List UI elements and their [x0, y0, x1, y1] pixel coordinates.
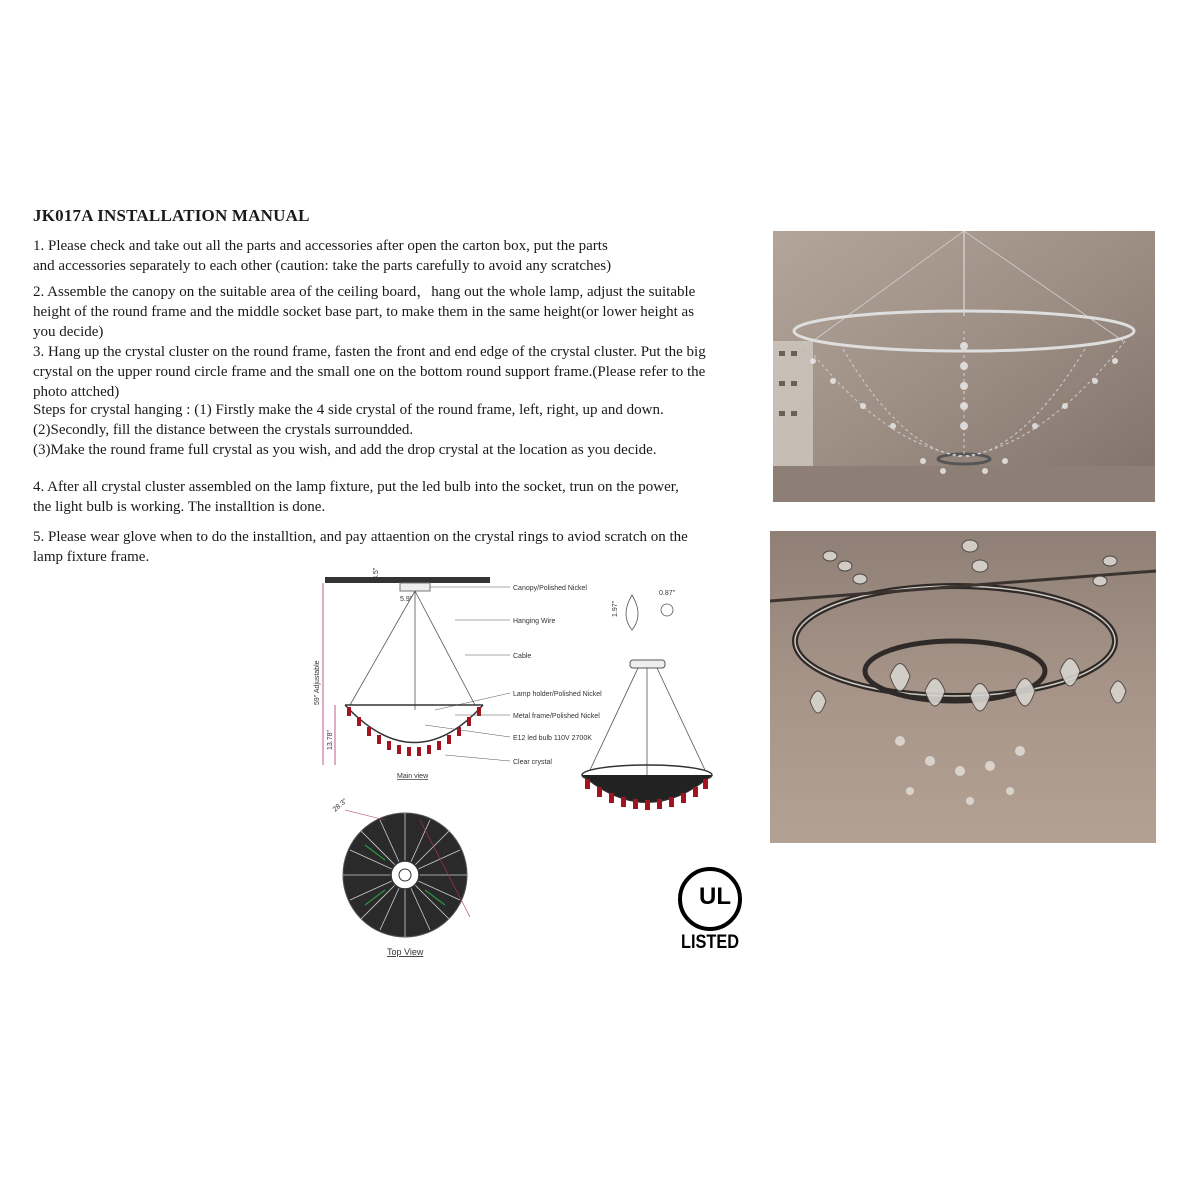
step-3-line-1: 3. Hang up the crystal cluster on the round frame, fasten the front and end edge of the crystal cluster. Put the big — [33, 344, 706, 360]
step-2-line-1: 2. Assemble the canopy on the suitable area of the ceiling board，hang out the whole lamp, adjust the suitable — [33, 284, 696, 300]
step-1 — [33, 236, 611, 276]
top-view-drawing — [332, 797, 470, 937]
step-3-line-3: photo attched) — [33, 384, 120, 400]
chandelier-photo-1 — [773, 231, 1155, 502]
step-3 — [33, 342, 706, 460]
technical-drawing — [305, 565, 735, 960]
label-hanging-wire: Hanging Wire — [513, 618, 556, 625]
step-2-line-3: you decide) — [33, 324, 104, 340]
label-main-view: Main view — [397, 773, 429, 780]
crystal-drop-shape — [626, 595, 638, 630]
dim-crystal-width: 0.87" — [659, 590, 676, 597]
label-bulb: E12 led bulb 110V 2700K — [513, 735, 592, 742]
step-5 — [33, 527, 688, 567]
chandelier-photo-2 — [770, 531, 1156, 843]
step-2 — [33, 282, 695, 342]
dim-top: 3.5" — [373, 567, 380, 580]
dim-canopy: 5.9" — [400, 596, 413, 603]
label-metal-frame: Metal frame/Polished Nickel — [513, 713, 600, 720]
step-4-line-1: 4. After all crystal cluster assembled on the lamp fixture, put the led bulb into the socket, trun on the power, — [33, 479, 679, 495]
label-cable: Cable — [513, 653, 532, 660]
manual-title: JK017A INSTALLATION MANUAL — [33, 206, 310, 225]
step-3-line-4: Steps for crystal hanging : (1) Firstly make the 4 side crystal of the round frame, left, right, up and down. — [33, 402, 664, 418]
ul-listed-logo — [672, 866, 752, 956]
canopy-shape — [400, 583, 430, 591]
dim-height: 13.78" — [327, 729, 334, 750]
step-1-line-1: 1. Please check and take out all the parts and accessories after open the carton box, put the parts — [33, 238, 608, 254]
crystal-octagon-shape — [661, 604, 673, 616]
label-lamp-holder: Lamp holder/Polished Nickel — [513, 691, 602, 698]
step-3-line-6: (3)Make the round frame full crystal as you wish, and add the drop crystal at the location as you decide. — [33, 442, 657, 458]
label-top-view: Top View — [387, 947, 424, 957]
step-5-line-2: lamp fixture frame. — [33, 549, 150, 565]
dim-diameter: 28.3" — [331, 797, 349, 814]
step-2-line-2: height of the round frame and the middle socket base part, to make them in the same height(or lower height as — [33, 304, 695, 320]
label-canopy: Canopy/Polished Nickel — [513, 585, 587, 592]
step-3-line-5: (2)Secondly, fill the distance between the crystals surroundded. — [33, 422, 414, 438]
step-4 — [33, 477, 679, 517]
step-3-line-2: crystal on the upper round circle frame and the small one on the bottom round support frame.(Please refer to the — [33, 364, 706, 380]
dim-adjustable: 59" Adjustable — [314, 660, 321, 705]
step-5-line-1: 5. Please wear glove when to do the installtion, and pay attaention on the crystal rings to aviod scratch on the — [33, 529, 688, 545]
ceiling-bar — [325, 577, 490, 583]
ul-logo-mark: UL — [699, 883, 731, 910]
ul-logo-text: LISTED — [681, 932, 739, 953]
step-1-line-2: and accessories separately to each other (caution: take the parts carefully to avoid any scratches) — [33, 258, 612, 274]
perspective-canopy — [630, 660, 665, 668]
label-clear-crystal: Clear crystal — [513, 759, 552, 766]
dim-crystal-height: 1.97" — [612, 600, 619, 617]
step-4-line-2: the light bulb is working. The installtion is done. — [33, 499, 326, 515]
